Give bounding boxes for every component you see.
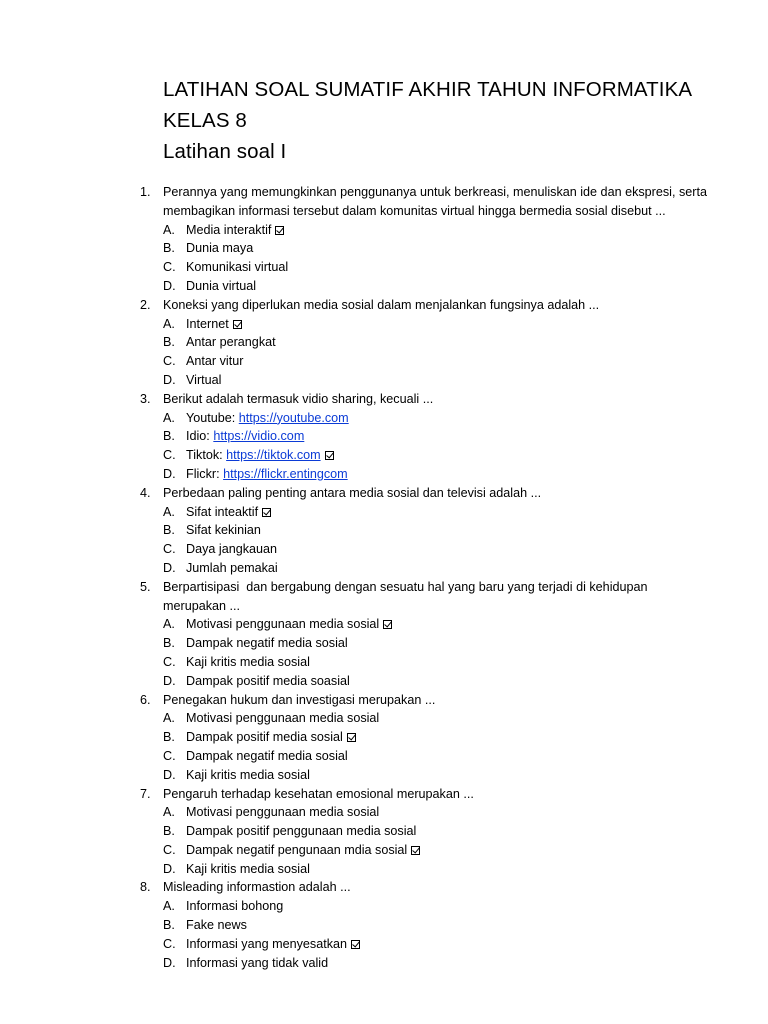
answer-option — [137, 672, 737, 691]
title-line-1: LATIHAN SOAL SUMATIF AKHIR TAHUN INFORMATIKA — [163, 78, 693, 101]
answer-option — [137, 766, 737, 785]
answer-options — [137, 615, 737, 690]
answer-option — [137, 503, 737, 522]
option-text: Dampak negatif media sosial — [186, 636, 348, 651]
option-text: Daya jangkauan — [186, 542, 278, 557]
answer-option — [137, 352, 737, 371]
option-text: Flickr: — [186, 466, 224, 481]
answer-option — [137, 258, 737, 277]
document-title — [163, 74, 692, 167]
option-link[interactable]: https://vidio.com — [213, 429, 305, 444]
option-text: Dunia maya — [186, 241, 254, 256]
option-text: Informasi yang tidak valid — [186, 955, 329, 970]
option-text: Dampak positif media sosial — [186, 730, 343, 745]
question-text: Berikut adalah termasuk vidio sharing, kecuali ... — [163, 391, 434, 406]
checkbox-checked-icon — [233, 320, 242, 329]
question-item — [137, 878, 737, 972]
title-line-2: KELAS 8 — [163, 109, 247, 132]
question-text: Perbedaan paling penting antara media sosial dan televisi adalah ... — [163, 485, 542, 500]
option-text: Komunikasi virtual — [186, 260, 289, 275]
answer-option — [137, 728, 737, 747]
option-text: Antar perangkat — [186, 335, 276, 350]
option-letter: D. — [163, 278, 176, 293]
option-letter: B. — [163, 824, 175, 839]
answer-option — [137, 315, 737, 334]
checkbox-checked-icon — [262, 508, 271, 517]
option-text: Motivasi penggunaan media sosial — [186, 805, 380, 820]
option-letter: C. — [163, 748, 176, 763]
option-letter: C. — [163, 448, 176, 463]
option-letter: C. — [163, 542, 176, 557]
option-text: Dampak negatif media sosial — [186, 748, 348, 763]
checkbox-checked-icon — [383, 620, 392, 629]
option-letter: B. — [163, 730, 175, 745]
answer-option — [137, 653, 737, 672]
option-letter: B. — [163, 918, 175, 933]
option-letter: D. — [163, 673, 176, 688]
option-link[interactable]: https://youtube.com — [238, 410, 349, 425]
option-letter: A. — [163, 711, 175, 726]
option-link[interactable]: https://flickr.entingcom — [223, 466, 348, 481]
option-letter: D. — [163, 466, 176, 481]
option-letter: C. — [163, 842, 176, 857]
option-letter: A. — [163, 504, 175, 519]
question-number: 2. — [140, 297, 151, 312]
answer-option — [137, 860, 737, 879]
option-text: Dampak positif media soasial — [186, 673, 350, 688]
answer-option — [137, 409, 737, 428]
option-text: Dampak positif penggunaan media sosial — [186, 824, 417, 839]
option-text: Dunia virtual — [186, 278, 256, 293]
answer-option — [137, 559, 737, 578]
question-body — [137, 390, 737, 409]
checkbox-checked-icon — [351, 940, 360, 949]
option-letter: D. — [163, 372, 176, 387]
option-letter: A. — [163, 222, 175, 237]
answer-option — [137, 747, 737, 766]
option-letter: C. — [163, 936, 176, 951]
option-letter: A. — [163, 899, 175, 914]
answer-option — [137, 954, 737, 973]
answer-options — [137, 709, 737, 784]
answer-option — [137, 822, 737, 841]
answer-options — [137, 409, 737, 484]
question-body — [137, 183, 737, 221]
option-text: Fake news — [186, 918, 247, 933]
question-list — [137, 183, 737, 972]
answer-option — [137, 277, 737, 296]
answer-option — [137, 446, 737, 465]
option-letter: B. — [163, 241, 175, 256]
checkbox-checked-icon — [411, 846, 420, 855]
option-text: Informasi yang menyesatkan — [186, 936, 348, 951]
answer-option — [137, 465, 737, 484]
option-text: Motivasi penggunaan media sosial — [186, 617, 380, 632]
option-text: Informasi bohong — [186, 899, 284, 914]
question-number: 6. — [140, 692, 151, 707]
option-letter: A. — [163, 410, 175, 425]
title-line-3: Latihan soal I — [163, 140, 287, 163]
answer-option — [137, 521, 737, 540]
answer-option — [137, 803, 737, 822]
option-letter: B. — [163, 523, 175, 538]
option-letter: C. — [163, 354, 176, 369]
option-text: Kaji kritis media sosial — [186, 861, 310, 876]
option-letter: C. — [163, 260, 176, 275]
question-number: 5. — [140, 579, 151, 594]
option-text: Youtube: — [186, 410, 239, 425]
question-item — [137, 691, 737, 785]
question-body — [137, 296, 737, 315]
answer-option — [137, 634, 737, 653]
answer-options — [137, 503, 737, 578]
option-text: Tiktok: — [186, 448, 227, 463]
question-text: Berpartisipasi dan bergabung dengan sesuatu hal yang baru yang terjadi di kehidupan merupakan ... — [163, 579, 648, 613]
option-letter: A. — [163, 316, 175, 331]
option-text: Jumlah pemakai — [186, 560, 278, 575]
option-text: Idio: — [186, 429, 214, 444]
option-letter: A. — [163, 617, 175, 632]
option-text: Motivasi penggunaan media sosial — [186, 711, 380, 726]
answer-option — [137, 615, 737, 634]
checkbox-checked-icon — [347, 733, 356, 742]
option-letter: D. — [163, 955, 176, 970]
question-number: 1. — [140, 185, 151, 199]
answer-option — [137, 935, 737, 954]
option-letter: A. — [163, 805, 175, 820]
answer-option — [137, 427, 737, 446]
option-text: Virtual — [186, 372, 222, 387]
question-body — [137, 484, 737, 503]
answer-option — [137, 841, 737, 860]
question-number: 8. — [140, 880, 151, 895]
answer-option — [137, 221, 737, 240]
question-body — [137, 691, 737, 710]
answer-option — [137, 540, 737, 559]
option-letter: D. — [163, 767, 176, 782]
option-letter: B. — [163, 636, 175, 651]
option-text: Sifat kekinian — [186, 523, 261, 538]
option-text: Antar vitur — [186, 354, 244, 369]
option-text: Kaji kritis media sosial — [186, 654, 310, 669]
answer-option — [137, 371, 737, 390]
option-letter: B. — [163, 429, 175, 444]
option-link[interactable]: https://tiktok.com — [226, 448, 321, 463]
question-body — [137, 578, 737, 616]
answer-option — [137, 897, 737, 916]
answer-options — [137, 315, 737, 390]
option-text: Sifat inteaktif — [186, 504, 259, 519]
question-number: 4. — [140, 485, 151, 500]
question-text: Misleading informastion adalah ... — [163, 880, 351, 895]
question-item — [137, 578, 737, 691]
question-text: Pengaruh terhadap kesehatan emosional merupakan ... — [163, 786, 474, 801]
question-text: Perannya yang memungkinkan penggunanya untuk berkreasi, menuliskan ide dan ekspresi, serta membagikan informasi tersebut dalam komunitas virtual hingga bermedia sosial disebut ... — [163, 185, 707, 218]
question-number: 7. — [140, 786, 151, 801]
answer-option — [137, 916, 737, 935]
checkbox-checked-icon — [325, 451, 334, 460]
question-item — [137, 183, 737, 296]
question-number: 3. — [140, 391, 151, 406]
option-text: Dampak negatif pengunaan mdia sosial — [186, 842, 408, 857]
question-body — [137, 878, 737, 897]
option-letter: D. — [163, 560, 176, 575]
answer-option — [137, 333, 737, 352]
checkbox-checked-icon — [275, 226, 284, 235]
answer-options — [137, 803, 737, 878]
option-letter: C. — [163, 654, 176, 669]
question-text: Penegakan hukum dan investigasi merupakan ... — [163, 692, 436, 707]
answer-options — [137, 897, 737, 972]
answer-option — [137, 239, 737, 258]
question-text: Koneksi yang diperlukan media sosial dalam menjalankan fungsinya adalah ... — [163, 297, 600, 312]
question-item — [137, 296, 737, 390]
question-body — [137, 785, 737, 804]
question-item — [137, 484, 737, 578]
answer-option — [137, 709, 737, 728]
option-letter: B. — [163, 335, 175, 350]
option-letter: D. — [163, 861, 176, 876]
option-text: Media interaktif — [186, 222, 272, 237]
question-item — [137, 785, 737, 879]
answer-options — [137, 221, 737, 296]
question-item — [137, 390, 737, 484]
option-text: Kaji kritis media sosial — [186, 767, 310, 782]
option-text: Internet — [186, 316, 229, 331]
